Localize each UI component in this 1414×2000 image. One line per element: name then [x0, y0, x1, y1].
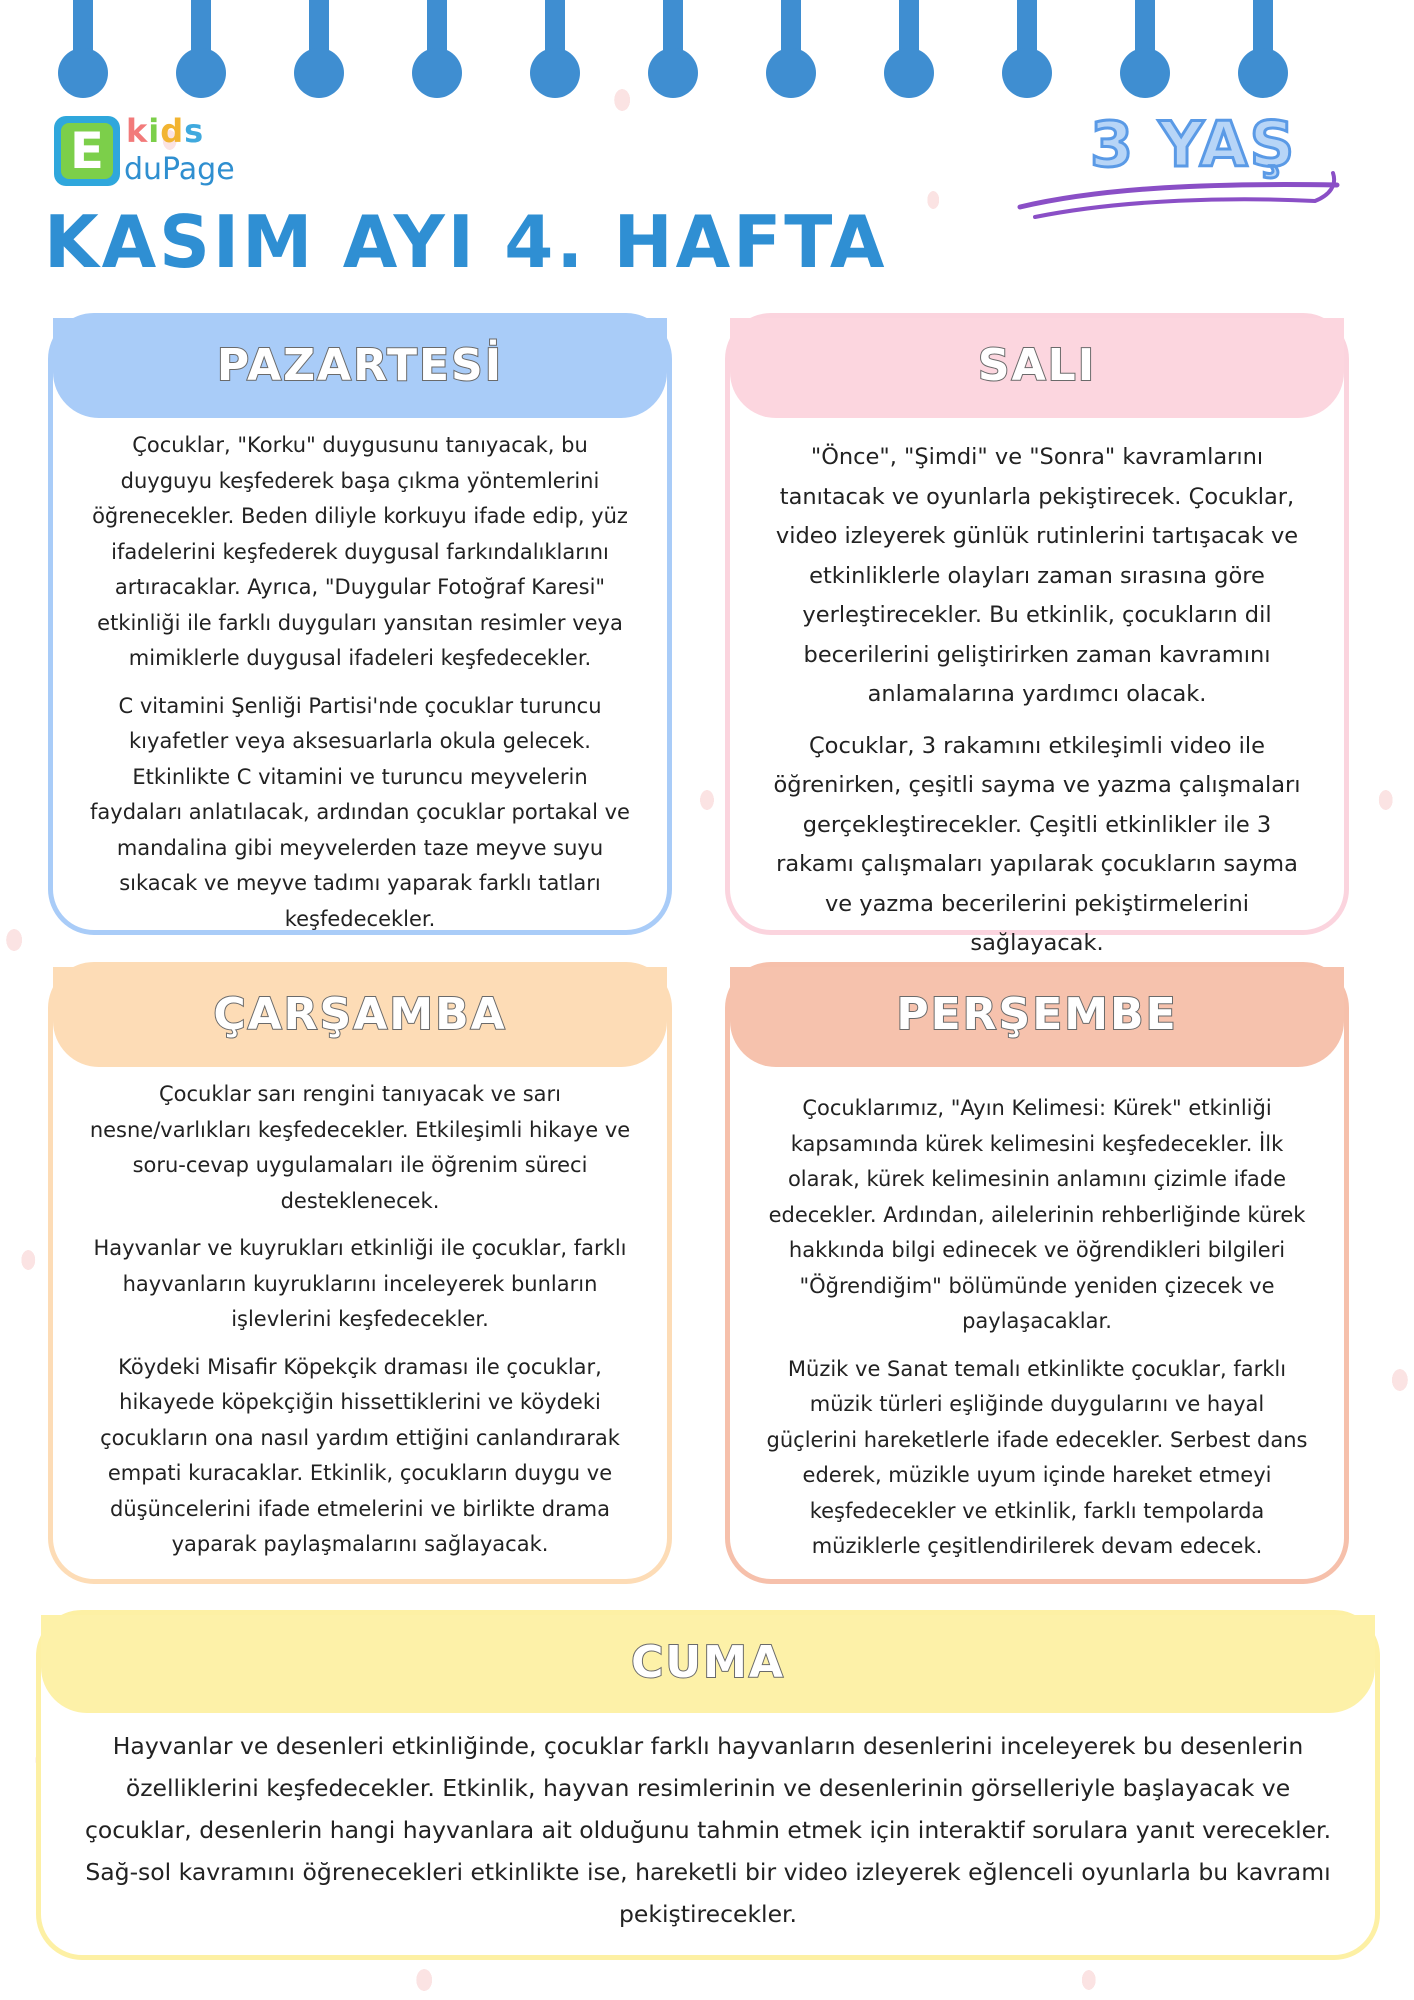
- wednesday-paragraph: Hayvanlar ve kuyrukları etkinliği ile çocuklar, farklı hayvanların kuyruklarını inceleyerek bunların işlevlerini keşfedecekler.: [93, 1236, 627, 1331]
- binding-ring: [188, 0, 214, 98]
- binding-ring: [424, 0, 450, 98]
- monday-content: [53, 418, 667, 937]
- wednesday-paragraph: Çocuklar sarı rengini tanıyacak ve sarı nesne/varlıkları keşfedecekler. Etkileşimli hikaye ve soru-cevap uygulamaları ile öğrenim süreci desteklenecek.: [89, 1082, 631, 1213]
- spiral-binding: [70, 0, 1360, 100]
- wednesday-paragraph: Köydeki Misafir Köpekçik draması ile çocuklar, hikayede köpekçiğin hissettiklerini ve köydeki çocukların ona nasıl yardım ettiğini canlandırarak empati kuracaklar. Etkinlik, çocukların duygu ve düşüncelerini ifade etmelerini ve birlikte drama yaparak paylaşmalarını sağlayacak.: [100, 1354, 620, 1556]
- thursday-card: [725, 962, 1349, 1584]
- binding-ring: [896, 0, 922, 98]
- tuesday-header: [730, 318, 1344, 418]
- logo-e-block: [54, 116, 120, 186]
- age-badge: 3 YAŞ: [1090, 108, 1297, 181]
- tuesday-paragraph: "Önce", "Şimdi" ve "Sonra" kavramlarını tanıtacak ve oyunlarla pekiştirecek. Çocuklar, video izleyerek günlük rutinlerini tartışacak ve etkinliklerle olayları zaman sırasına göre yerleştirecekler. Bu etkinlik, çocukların dil becerilerini geliştirirken zaman kavramını anlamalarına yardımcı olacak.: [775, 444, 1299, 707]
- monday-card: [48, 313, 672, 935]
- logo-dupage-text: duPage: [124, 152, 235, 187]
- logo-kids-text: kids: [126, 112, 205, 150]
- swoosh-underline: [1015, 165, 1345, 225]
- friday-header: [41, 1615, 1375, 1713]
- wednesday-header: [53, 967, 667, 1067]
- thursday-paragraph: Çocuklarımız, "Ayın Kelimesi: Kürek" etkinliği kapsamında kürek kelimesini keşfedecekler. İlk olarak, kürek kelimesinin anlamını çizimle ifade edecekler. Ardından, ailelerinin rehberliğinde kürek hakkında bilgi edinecek ve öğrendikleri bilgileri "Öğrendiğim" bölümünde yeniden çizecek ve paylaşacaklar.: [768, 1096, 1306, 1333]
- wednesday-content: [53, 1067, 667, 1563]
- monday-paragraph: C vitamini Şenliği Partisi'nde çocuklar turuncu kıyafetler veya aksesuarlarla okula gelecek. Etkinlikte C vitamini ve turuncu meyvelerin faydaları anlatılacak, ardından çocuklar portakal ve mandalina gibi meyvelerden taze meyve suyu sıkacak ve meyve tadımı yaparak farklı tatları keşfedecekler.: [90, 693, 630, 931]
- edupage-kids-logo: [54, 112, 234, 194]
- monday-title: PAZARTESİ: [216, 340, 504, 391]
- thursday-header: [730, 967, 1344, 1067]
- friday-paragraph: Hayvanlar ve desenleri etkinliğinde, çocuklar farklı hayvanların desenlerini inceleyerek bu desenlerin özelliklerini keşfedecekler. Etkinlik, hayvan resimlerinin ve desenlerinin görselleriyle başlayacak ve çocuklar, desenlerin hangi hayvanlara ait olduğunu tahmin etmek için interaktif sorulara yanıt verecekler.: [84, 1732, 1332, 1844]
- binding-ring: [542, 0, 568, 98]
- thursday-content: [730, 1067, 1344, 1565]
- binding-ring: [660, 0, 686, 98]
- monday-header: [53, 318, 667, 418]
- binding-ring: [778, 0, 804, 98]
- binding-ring: [306, 0, 332, 98]
- binding-ring: [1014, 0, 1040, 98]
- friday-paragraph: Sağ-sol kavramını öğrenecekleri etkinlikte ise, hareketli bir video izleyerek eğlenceli oyunlarla bu kavramı pekiştirecekler.: [85, 1858, 1331, 1928]
- binding-ring: [1250, 0, 1276, 98]
- monday-paragraph: Çocuklar, "Korku" duygusunu tanıyacak, bu duyguyu keşfederek başa çıkma yöntemlerini öğrenecekler. Beden diliyle korkuyu ifade edip, yüz ifadelerini keşfederek duygusal farkındalıklarını artıracaklar. Ayrıca, "Duygular Fotoğraf Karesi" etkinliği ile farklı duyguları yansıtan resimler veya mimiklerle duygusal ifadeleri keşfedecekler.: [92, 433, 628, 670]
- thursday-title: PERŞEMBE: [896, 989, 1178, 1040]
- friday-title: CUMA: [631, 1637, 785, 1688]
- tuesday-card: [725, 313, 1349, 956]
- tuesday-paragraph: Çocuklar, 3 rakamını etkileşimli video ile öğrenirken, çeşitli sayma ve yazma çalışmaları gerçekleştirecekler. Çeşitli etkinlikler ile 3 rakamı çalışmaları yapılarak çocukların sayma ve yazma becerilerini pekiştirmelerini sağlayacak.: [773, 732, 1301, 956]
- thursday-paragraph: Müzik ve Sanat temalı etkinlikte çocuklar, farklı müzik türleri eşliğinde duygularını ve hayal güçlerini hareketlerle ifade edecekler. Serbest dans ederek, müzikle uyum içinde hareket etmeyi keşfedecekler ve etkinlik, farklı tempolarda müziklerle çeşitlendirilerek devam edecek.: [766, 1356, 1308, 1558]
- binding-ring: [70, 0, 96, 98]
- wednesday-card: [48, 962, 672, 1584]
- friday-content: [41, 1713, 1375, 1935]
- binding-ring: [1132, 0, 1158, 98]
- page-title: KASIM AYI 4. HAFTA: [44, 200, 888, 284]
- wednesday-title: ÇARŞAMBA: [213, 989, 507, 1040]
- friday-card: [36, 1610, 1380, 1960]
- logo-letter: E: [61, 123, 113, 179]
- tuesday-title: SALI: [977, 340, 1097, 391]
- tuesday-content: [730, 418, 1344, 964]
